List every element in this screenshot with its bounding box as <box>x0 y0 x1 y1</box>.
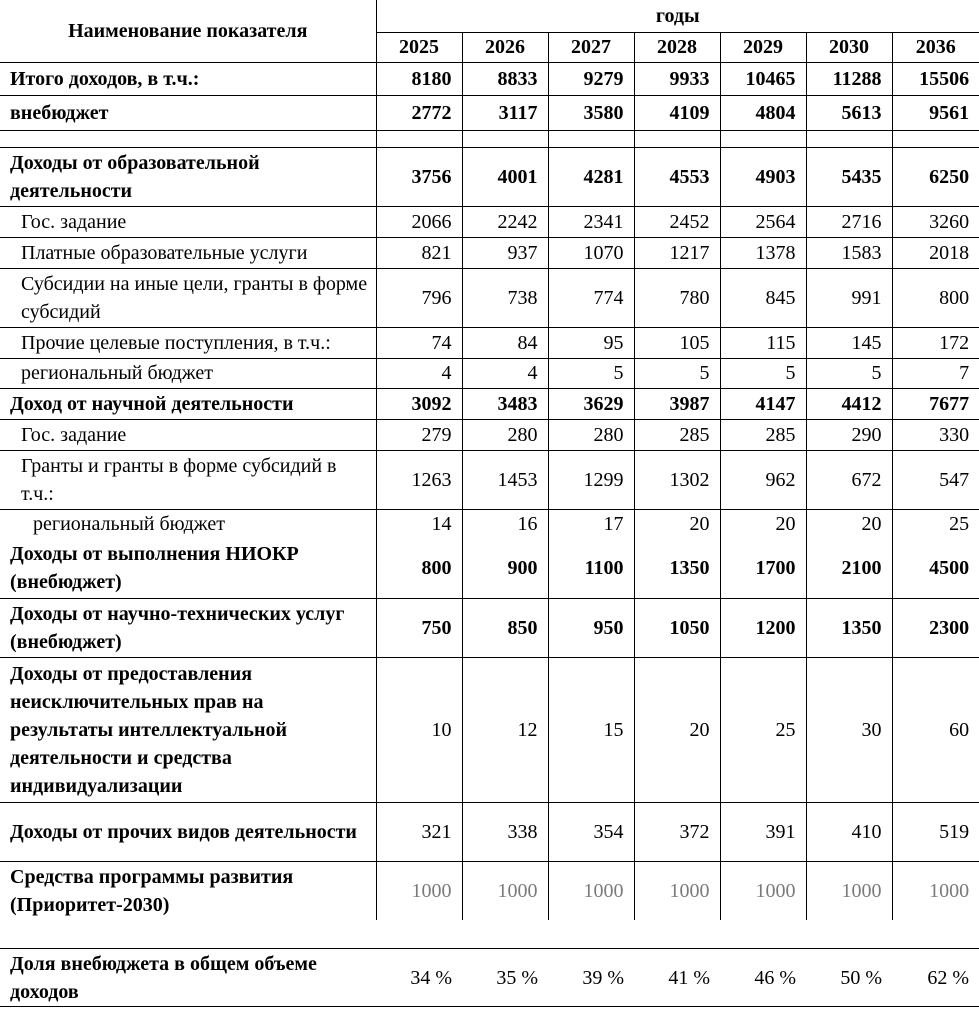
cell-value: 1378 <box>720 237 806 268</box>
cell-value: 9561 <box>892 95 979 130</box>
cell-value: 4281 <box>548 147 634 206</box>
cell-value: 16 <box>462 509 548 539</box>
table-row <box>0 509 979 539</box>
table-row <box>0 268 979 327</box>
row-label: Субсидии на иные цели, гранты в форме субсидий <box>21 272 368 323</box>
cell-value: 62 % <box>927 966 970 989</box>
cell-value: 1350 <box>806 598 892 657</box>
cell-value: 4500 <box>892 539 979 598</box>
column-header-year: 2036 <box>892 32 979 62</box>
row-label: Доходы от научно-технических услуг (внебюджет) <box>10 602 345 653</box>
cell-value: 285 <box>634 419 720 450</box>
cell-value: 11288 <box>806 62 892 95</box>
row-label: региональный бюджет <box>21 362 213 384</box>
row-label: внебюджет <box>10 101 109 124</box>
row-label: Гранты и гранты в форме субсидий в т.ч.: <box>21 454 337 505</box>
cell-value: 6250 <box>892 147 979 206</box>
row-label: Итого доходов, в т.ч.: <box>10 67 200 90</box>
cell-value: 35 % <box>496 966 538 989</box>
cell-value: 2772 <box>376 95 462 130</box>
cell-value: 2300 <box>892 598 979 657</box>
cell-value: 41 % <box>668 966 710 989</box>
column-header-year: 2030 <box>806 32 892 62</box>
cell-value: 4 <box>376 358 462 388</box>
cell-value: 5 <box>634 358 720 388</box>
cell-value: 3117 <box>462 95 548 130</box>
table-row <box>0 949 979 1007</box>
cell-value: 547 <box>892 450 979 509</box>
table-row <box>0 539 979 598</box>
cell-value: 39 % <box>582 966 624 989</box>
cell-value: 1100 <box>548 539 634 598</box>
cell-value: 5613 <box>806 95 892 130</box>
column-header-year: 2026 <box>462 32 548 62</box>
cell-value: 5 <box>548 358 634 388</box>
column-header-year: 2025 <box>376 32 462 62</box>
cell-value: 279 <box>376 419 462 450</box>
cell-value: 1263 <box>376 450 462 509</box>
table-row <box>0 95 979 130</box>
row-label: Доходы от предоставления неисключительных прав на результаты интеллектуальной деятельности и средства индивидуализации <box>10 662 288 797</box>
row-label: Доход от научной деятельности <box>10 392 294 415</box>
cell-value: 372 <box>634 802 720 861</box>
cell-value: 2100 <box>806 539 892 598</box>
cell-value: 330 <box>892 419 979 450</box>
cell-value: 115 <box>720 327 806 358</box>
cell-value: 3483 <box>462 388 548 419</box>
cell-value: 900 <box>462 539 548 598</box>
cell-value: 4804 <box>720 95 806 130</box>
row-label: Платные образовательные услуги <box>21 241 308 264</box>
row-label: Гос. задание <box>21 423 127 446</box>
cell-value: 950 <box>548 598 634 657</box>
row-label: региональный бюджет <box>33 513 225 536</box>
table-row <box>0 62 979 95</box>
cell-value: 9933 <box>634 62 720 95</box>
cell-value: 7 <box>892 358 979 388</box>
cell-value: 285 <box>720 419 806 450</box>
cell-value: 738 <box>462 268 548 327</box>
cell-value: 800 <box>376 539 462 598</box>
cell-value: 14 <box>376 509 462 539</box>
table-row <box>0 419 979 450</box>
row-label: Доходы от образовательной деятельности <box>10 151 260 202</box>
cell-value: 845 <box>720 268 806 327</box>
cell-value: 10 <box>376 657 462 802</box>
column-header-years-group: годы <box>376 0 979 32</box>
cell-value: 25 <box>720 657 806 802</box>
spacer-row <box>0 130 979 147</box>
cell-value: 8833 <box>462 62 548 95</box>
cell-value: 1000 <box>806 861 892 920</box>
cell-value: 290 <box>806 419 892 450</box>
column-header-name: Наименование показателя <box>0 0 376 62</box>
row-label: Средства программы развития (Приоритет-2030) <box>10 865 294 916</box>
cell-value: 1217 <box>634 237 720 268</box>
cell-value: 1000 <box>548 861 634 920</box>
cell-value: 5435 <box>806 147 892 206</box>
cell-value: 850 <box>462 598 548 657</box>
cell-value: 4147 <box>720 388 806 419</box>
table-row <box>0 598 979 657</box>
table-row <box>0 388 979 419</box>
cell-value: 20 <box>806 509 892 539</box>
cell-value: 60 <box>892 657 979 802</box>
cell-value: 172 <box>892 327 979 358</box>
table-row <box>0 861 979 920</box>
cell-value: 280 <box>548 419 634 450</box>
cell-value: 3756 <box>376 147 462 206</box>
cell-value: 280 <box>462 419 548 450</box>
spacer-row <box>0 920 979 949</box>
cell-value: 796 <box>376 268 462 327</box>
cell-value: 672 <box>806 450 892 509</box>
row-label: Доходы от выполнения НИОКР (внебюджет) <box>10 543 299 594</box>
table-row <box>0 206 979 237</box>
cell-value: 12 <box>462 657 548 802</box>
cell-value: 17 <box>548 509 634 539</box>
cell-value: 9279 <box>548 62 634 95</box>
cell-value: 1583 <box>806 237 892 268</box>
cell-value: 3260 <box>892 206 979 237</box>
cell-value: 1070 <box>548 237 634 268</box>
cell-value: 74 <box>376 327 462 358</box>
cell-value: 1302 <box>634 450 720 509</box>
cell-value: 4903 <box>720 147 806 206</box>
cell-value: 321 <box>376 802 462 861</box>
table-row <box>0 802 979 861</box>
cell-value: 20 <box>720 509 806 539</box>
cell-value: 8180 <box>376 62 462 95</box>
table-row <box>0 147 979 206</box>
cell-value: 15506 <box>892 62 979 95</box>
table-row <box>0 237 979 268</box>
cell-value: 1000 <box>634 861 720 920</box>
cell-value: 20 <box>634 657 720 802</box>
cell-value: 2066 <box>376 206 462 237</box>
cell-value: 2018 <box>892 237 979 268</box>
cell-value: 750 <box>376 598 462 657</box>
cell-value: 4412 <box>806 388 892 419</box>
table-row <box>0 657 979 802</box>
cell-value: 20 <box>634 509 720 539</box>
cell-value: 338 <box>462 802 548 861</box>
cell-value: 519 <box>892 802 979 861</box>
cell-value: 2242 <box>462 206 548 237</box>
cell-value: 15 <box>548 657 634 802</box>
cell-value: 1000 <box>376 861 462 920</box>
cell-value: 4 <box>462 358 548 388</box>
cell-value: 780 <box>634 268 720 327</box>
table-row <box>0 450 979 509</box>
cell-value: 4109 <box>634 95 720 130</box>
cell-value: 84 <box>462 327 548 358</box>
column-header-year: 2027 <box>548 32 634 62</box>
cell-value: 46 % <box>754 966 796 989</box>
cell-value: 2341 <box>548 206 634 237</box>
cell-value: 774 <box>548 268 634 327</box>
cell-value: 145 <box>806 327 892 358</box>
cell-value: 821 <box>376 237 462 268</box>
cell-value: 354 <box>548 802 634 861</box>
cell-value: 2716 <box>806 206 892 237</box>
cell-value: 30 <box>806 657 892 802</box>
cell-value: 962 <box>720 450 806 509</box>
cell-value: 4553 <box>634 147 720 206</box>
cell-value: 2452 <box>634 206 720 237</box>
cell-value: 1000 <box>892 861 979 920</box>
cell-value: 4001 <box>462 147 548 206</box>
column-header-year: 2028 <box>634 32 720 62</box>
cell-value: 34 % <box>410 966 452 989</box>
cell-value: 937 <box>462 237 548 268</box>
cell-value: 410 <box>806 802 892 861</box>
table-row <box>0 358 979 388</box>
cell-value: 1453 <box>462 450 548 509</box>
row-label: Гос. задание <box>21 210 127 233</box>
cell-value: 5 <box>806 358 892 388</box>
cell-value: 800 <box>892 268 979 327</box>
cell-value: 1000 <box>720 861 806 920</box>
row-label: Прочие целевые поступления, в т.ч.: <box>21 331 331 354</box>
row-label: Доходы от прочих видов деятельности <box>10 820 357 843</box>
column-header-year: 2029 <box>720 32 806 62</box>
cell-value: 3987 <box>634 388 720 419</box>
cell-value: 3580 <box>548 95 634 130</box>
cell-value: 7677 <box>892 388 979 419</box>
cell-value: 391 <box>720 802 806 861</box>
cell-value: 105 <box>634 327 720 358</box>
cell-value: 1050 <box>634 598 720 657</box>
cell-value: 95 <box>548 327 634 358</box>
cell-value: 50 % <box>840 966 882 989</box>
cell-value: 10465 <box>720 62 806 95</box>
cell-value: 1350 <box>634 539 720 598</box>
cell-value: 3629 <box>548 388 634 419</box>
row-label: Доля внебюджета в общем объеме доходов <box>10 952 317 1003</box>
cell-value: 25 <box>892 509 979 539</box>
cell-value: 1299 <box>548 450 634 509</box>
cell-value: 1700 <box>720 539 806 598</box>
cell-value: 3092 <box>376 388 462 419</box>
table-row <box>0 327 979 358</box>
cell-value: 5 <box>720 358 806 388</box>
cell-value: 2564 <box>720 206 806 237</box>
cell-value: 1200 <box>720 598 806 657</box>
cell-value: 1000 <box>462 861 548 920</box>
cell-value: 991 <box>806 268 892 327</box>
